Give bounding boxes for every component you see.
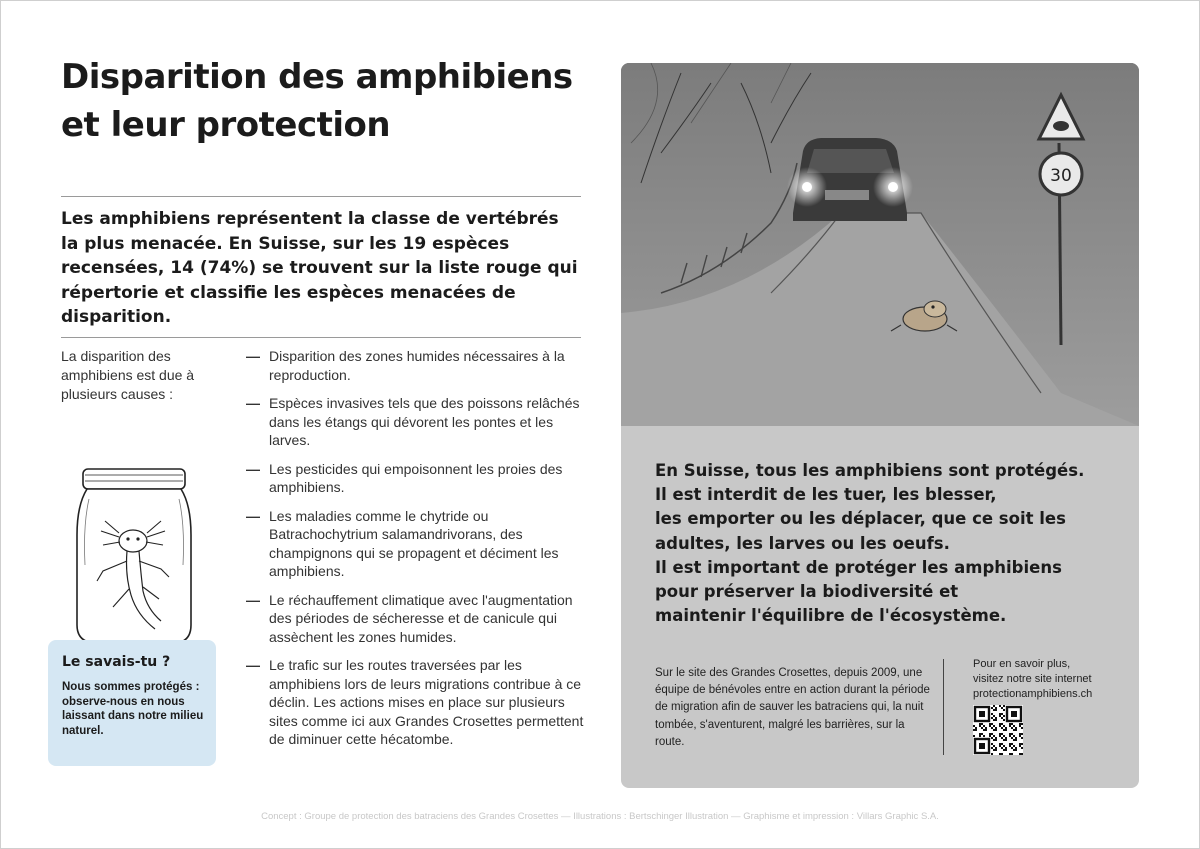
cause-text: Le trafic sur les routes traversées par les amphibiens lors de leurs migrations contribue à ce déclin. Les actions mises en place sur plusieurs sites comme ici aux Grandes Crosettes permettent de diminuer cette hécatombe.: [269, 657, 584, 747]
more-info-line: visitez notre site internet: [973, 673, 1092, 685]
protection-statement: [655, 459, 1125, 628]
protection-panel: [621, 63, 1139, 788]
qr-code-icon[interactable]: [973, 705, 1023, 755]
causes-intro: La disparition des amphibiens est due à plusieurs causes :: [61, 348, 195, 402]
dash-bullet: —: [246, 507, 260, 524]
middle-divider: [61, 337, 581, 338]
dash-bullet: —: [246, 591, 260, 608]
cause-item: [246, 460, 586, 497]
cause-text: Disparition des zones humides nécessaires à la reproduction.: [269, 348, 565, 383]
title-line-2: et leur protection: [61, 105, 391, 145]
did-you-know-box: [48, 640, 216, 766]
vertical-divider: [943, 659, 944, 755]
cause-item: [246, 507, 586, 581]
protection-line: adultes, les larves ou les oeufs.: [655, 533, 950, 553]
cause-text: Les pesticides qui empoisonnent les proies des amphibiens.: [269, 460, 563, 495]
cause-item: [246, 656, 586, 749]
cause-text: Le réchauffement climatique avec l'augmentation des périodes de sécheresse et de canicule qui assèchent les zones humides.: [269, 591, 573, 645]
speed-limit-number: 30: [1050, 166, 1072, 186]
cause-item: [246, 591, 586, 647]
more-info-line: Pour en savoir plus,: [973, 658, 1071, 670]
more-info: [973, 657, 1123, 702]
site-info-text: Sur le site des Grandes Crosettes, depuis 2009, une équipe de bénévoles entre en action durant la période de migration afin de sauver les batraciens qui, la nuit tombée, s'aventurent, malgré les barrières, sur la route.: [655, 667, 930, 748]
website-link[interactable]: protectionamphibiens.ch: [973, 688, 1093, 700]
did-you-know-title: Le savais-tu ?: [62, 654, 171, 670]
cause-text: Les maladies comme le chytride ou Batrachochytrium salamandrivorans, des champignons qui se propagent et déciment les amphibiens.: [269, 507, 559, 579]
road-night-illustration: [621, 63, 1139, 426]
page-title: [61, 53, 581, 149]
protection-line: En Suisse, tous les amphibiens sont protégés.: [655, 461, 1085, 480]
protection-line: Il est interdit de les tuer, les blesser,: [655, 485, 997, 505]
dash-bullet: —: [246, 460, 260, 477]
protection-line: pour préserver la biodiversité et: [655, 582, 959, 602]
dash-bullet: —: [246, 348, 260, 364]
top-divider: [61, 196, 581, 197]
causes-list: [246, 347, 586, 759]
dash-bullet: —: [246, 657, 260, 673]
did-you-know-text: Nous sommes protégés : observe-nous en nous laissant dans notre milieu naturel.: [62, 681, 204, 737]
dash-bullet: —: [246, 395, 260, 411]
cause-text: Espèces invasives tels que des poissons relâchés dans les étangs qui dévorent les pontes et les larves.: [269, 395, 580, 448]
protection-line: les emporter ou les déplacer, que ce soit les: [655, 509, 1066, 529]
axolotl-jar-illustration: [73, 465, 198, 647]
lead-paragraph: Les amphibiens représentent la classe de vertébrés la plus menacée. En Suisse, sur les 19 espèces recensées, 14 (74%) se trouvent sur la liste rouge qui répertorie et classifie les espèces menacées de disparition.: [61, 209, 578, 327]
title-line-1: Disparition des amphibiens: [61, 57, 573, 97]
cause-item: [246, 347, 586, 384]
credits-footer: Concept : Groupe de protection des batraciens des Grandes Crosettes — Illustrations : Bertschinger Illustration — Graphisme et impression : Villars Graphic S.A.: [261, 811, 939, 822]
cause-item: [246, 394, 586, 450]
protection-line: Il est important de protéger les amphibiens: [655, 557, 1062, 577]
protection-line: maintenir l'équilibre de l'écosystème.: [655, 606, 1007, 626]
